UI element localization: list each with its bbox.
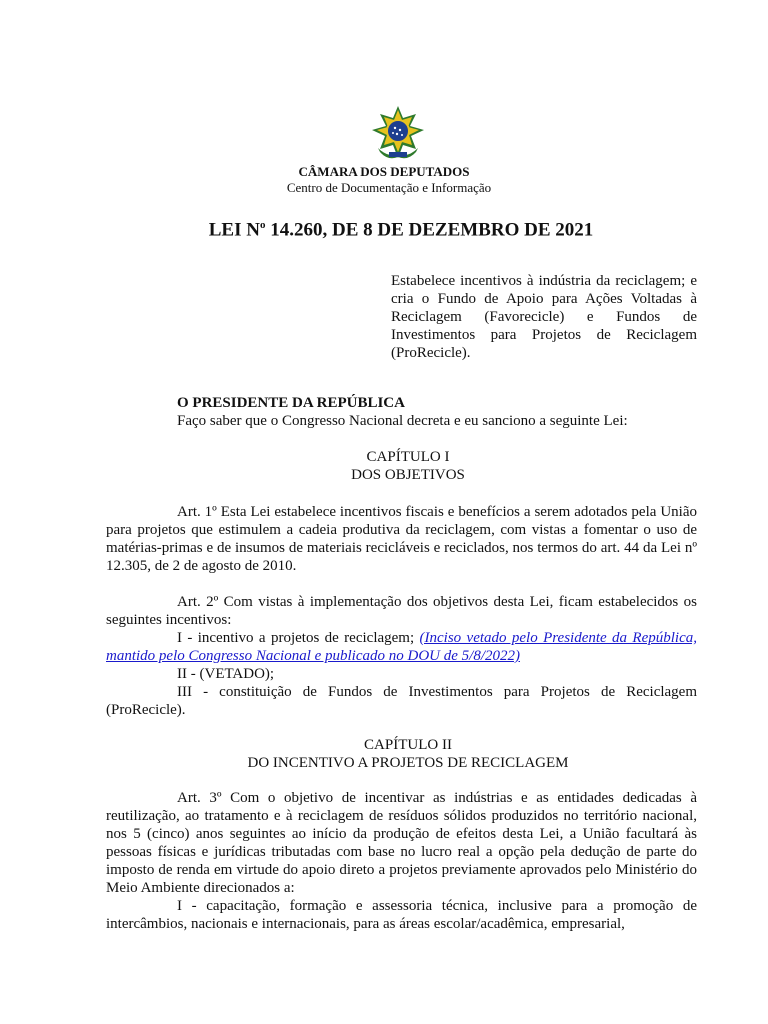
promulgation-text: Faço saber que o Congresso Nacional decreta e eu sanciono a seguinte Lei:: [177, 413, 628, 429]
article-3: [106, 789, 697, 933]
article-1-text: Art. 1º Esta Lei estabelece incentivos fiscais e benefícios a serem adotados pela União para projetos que estimulem a cadeia produtiva da reciclagem, com vistas a fomentar o uso de matérias-primas e de insumos de materiais recicláveis e reciclados, nos termos do art. 44 da Lei nº 12.305, de 2 de agosto de 2010.: [106, 504, 697, 574]
law-title-prefix: LEI N: [208, 219, 260, 241]
house-name: CÂMARA DOS DEPUTADOS: [298, 164, 470, 179]
brazil-coat-of-arms-icon: [368, 104, 428, 162]
president-heading: O PRESIDENTE DA REPÚBLICA: [177, 395, 405, 411]
article-3-caput: Art. 3º Com o objetivo de incentivar as indústrias e as entidades dedicadas à reutilização, ao tratamento e à reciclagem de resíduos sólidos produzidos no território nacional, nos 5 (cinco) anos seguintes ao início da produção de efeitos desta Lei, a União facultará às pessoas físicas e jurídicas tributadas com base no lucro real a opção pela dedução de parte do imposto de renda em virtude do apoio direto a projetos previamente aprovados pelo Ministério do Meio Ambiente direcionados a:: [106, 790, 697, 896]
article-3-item-i: I - capacitação, formação e assessoria técnica, inclusive para a promoção de intercâmbios, nacionais e internacionais, para as áreas escolar/acadêmica, empresarial,: [106, 898, 697, 932]
article-2-item-ii: II - (VETADO);: [177, 666, 275, 682]
chapter-1-title: DOS OBJETIVOS: [351, 467, 465, 483]
article-2: [106, 593, 697, 719]
chapter-2-number: CAPÍTULO II: [364, 737, 452, 753]
article-2-item-iii: III - constituição de Fundos de Investimentos para Projetos de Reciclagem (ProRecicle).: [106, 684, 697, 718]
article-2-item-i-text: I - incentivo a projetos de reciclagem;: [177, 630, 420, 646]
chapter-1-heading: [0, 448, 768, 484]
law-summary: Estabelece incentivos à indústria da reciclagem; e cria o Fundo de Apoio para Ações Voltadas à Reciclagem (Favorecicle) e Fundos de Investimentos para Projetos de Reciclagem (ProRecicle).: [391, 273, 697, 361]
chapter-2-heading: [0, 736, 768, 772]
veto-note-link[interactable]: (Inciso vetado pelo Presidente da República, mantido pelo Congresso Nacional e publicado no DOU de 5/8/2022): [106, 630, 697, 664]
article-1: [106, 503, 697, 575]
article-2-item-i: [106, 629, 697, 665]
chapter-1-number: CAPÍTULO I: [366, 449, 450, 465]
law-title-superscript: o: [259, 219, 266, 231]
house-subtitle: Centro de Documentação e Informação: [286, 180, 492, 195]
law-title-suffix: 14.260, DE 8 DE DEZEMBRO DE 2021: [265, 219, 594, 241]
article-2-caput: Art. 2º Com vistas à implementação dos objetivos desta Lei, ficam estabelecidos os seguintes incentivos:: [106, 594, 697, 628]
chapter-2-title: DO INCENTIVO A PROJETOS DE RECICLAGEM: [247, 755, 569, 771]
law-title: [0, 212, 768, 243]
